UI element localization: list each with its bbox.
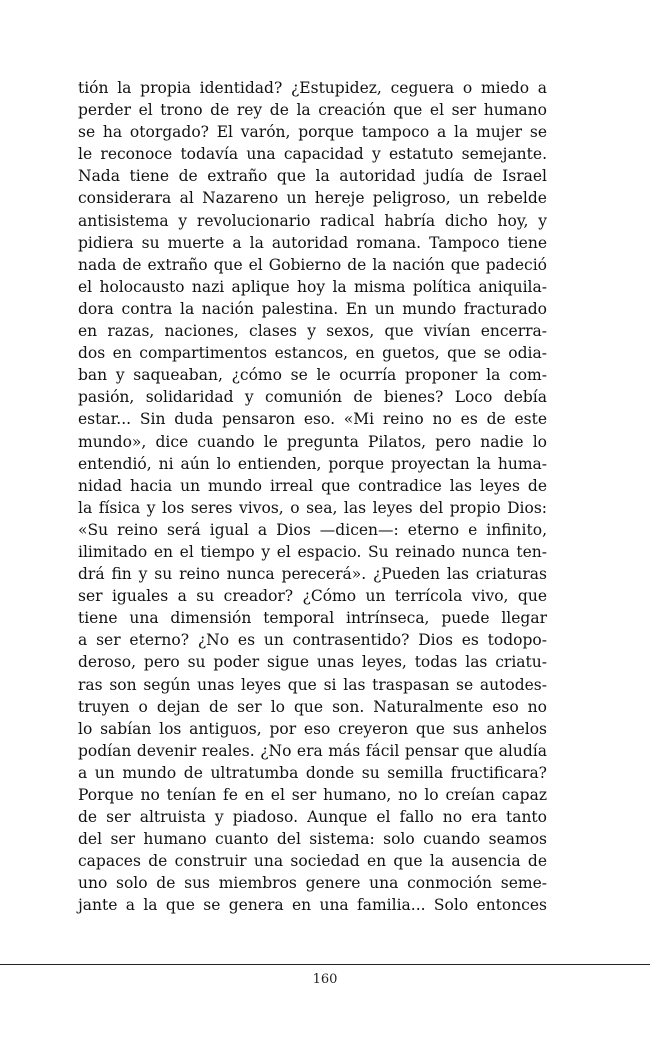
- text-line: ban y saqueaban, ¿cómo se le ocurría proponer la com-: [78, 366, 547, 385]
- text-line: perder el trono de rey de la creación que el ser humano: [78, 101, 547, 120]
- text-line: a ser eterno? ¿No es un contrasentido? Dios es todopo-: [78, 631, 547, 650]
- text-line: ilimitado en el tiempo y el espacio. Su reinado nunca ten-: [78, 542, 547, 561]
- text-line: capaces de construir una sociedad en que la ausencia de: [78, 852, 547, 871]
- text-line: deroso, pero su poder sigue unas leyes, todas las criatu-: [78, 653, 547, 672]
- text-line: mundo», dice cuando le pregunta Pilatos, pero nadie lo: [78, 432, 547, 451]
- text-line: ser iguales a su creador? ¿Cómo un terrícola vivo, que: [78, 587, 547, 606]
- text-line: podían devenir reales. ¿No era más fácil pensar que aludía: [78, 741, 547, 760]
- text-line: antisistema y revolucionario radical habría dicho hoy, y: [78, 211, 547, 230]
- text-line: jante a la que se genera en una familia... Solo entonces: [78, 896, 547, 915]
- page-number: 160: [312, 972, 338, 987]
- text-line: dos en compartimentos estancos, en guetos, que se odia-: [78, 344, 547, 363]
- footer-rule: [0, 964, 650, 965]
- text-line: tiene una dimensión temporal intrínseca, puede llegar: [78, 609, 547, 628]
- text-line: ras son según unas leyes que si las traspasan se autodes-: [78, 675, 547, 694]
- text-line: en razas, naciones, clases y sexos, que vivían encerra-: [78, 322, 547, 341]
- text-line: pidiera su muerte a la autoridad romana. Tampoco tiene: [78, 233, 547, 252]
- text-line: truyen o dejan de ser lo que son. Naturalmente eso no: [78, 697, 547, 716]
- body-text: [78, 77, 547, 917]
- text-line: Nada tiene de extraño que la autoridad judía de Israel: [78, 167, 547, 186]
- text-line: «Su reino será igual a Dios —dicen—: eterno e infinito,: [78, 520, 547, 539]
- text-line: nidad hacia un mundo irreal que contradice las leyes de: [78, 476, 547, 495]
- text-line: se ha otorgado? El varón, porque tampoco a la mujer se: [78, 123, 547, 142]
- text-line: del ser humano cuanto del sistema: solo cuando seamos: [78, 830, 547, 849]
- text-line: lo sabían los antiguos, por eso creyeron que sus anhelos: [78, 719, 547, 738]
- text-line: dora contra la nación palestina. En un mundo fracturado: [78, 299, 547, 318]
- text-line: uno solo de sus miembros genere una conmoción seme-: [78, 874, 547, 893]
- text-line: a un mundo de ultratumba donde su semilla fructificara?: [78, 763, 547, 782]
- text-line: le reconoce todavía una capacidad y estatuto semejante.: [78, 145, 547, 164]
- text-line: considerara al Nazareno un hereje peligroso, un rebelde: [78, 189, 547, 208]
- text-line: estar... Sin duda pensaron eso. «Mi reino no es de este: [78, 410, 547, 429]
- text-line: Porque no tenían fe en el ser humano, no lo creían capaz: [78, 786, 547, 804]
- text-line: el holocausto nazi aplique hoy la misma política aniquila-: [78, 277, 547, 296]
- text-line: de ser altruista y piadoso. Aunque el fallo no era tanto: [78, 808, 547, 827]
- text-line: la física y los seres vivos, o sea, las leyes del propio Dios:: [78, 498, 547, 517]
- text-line: entendió, ni aún lo entienden, porque proyectan la huma-: [78, 454, 547, 473]
- text-line: nada de extraño que el Gobierno de la nación que padeció: [78, 255, 547, 274]
- text-line: drá fin y su reino nunca perecerá». ¿Pueden las criaturas: [78, 565, 547, 584]
- text-line: tión la propia identidad? ¿Estupidez, ceguera o miedo a: [78, 79, 547, 97]
- text-line: pasión, solidaridad y comunión de bienes? Loco debía: [78, 388, 547, 407]
